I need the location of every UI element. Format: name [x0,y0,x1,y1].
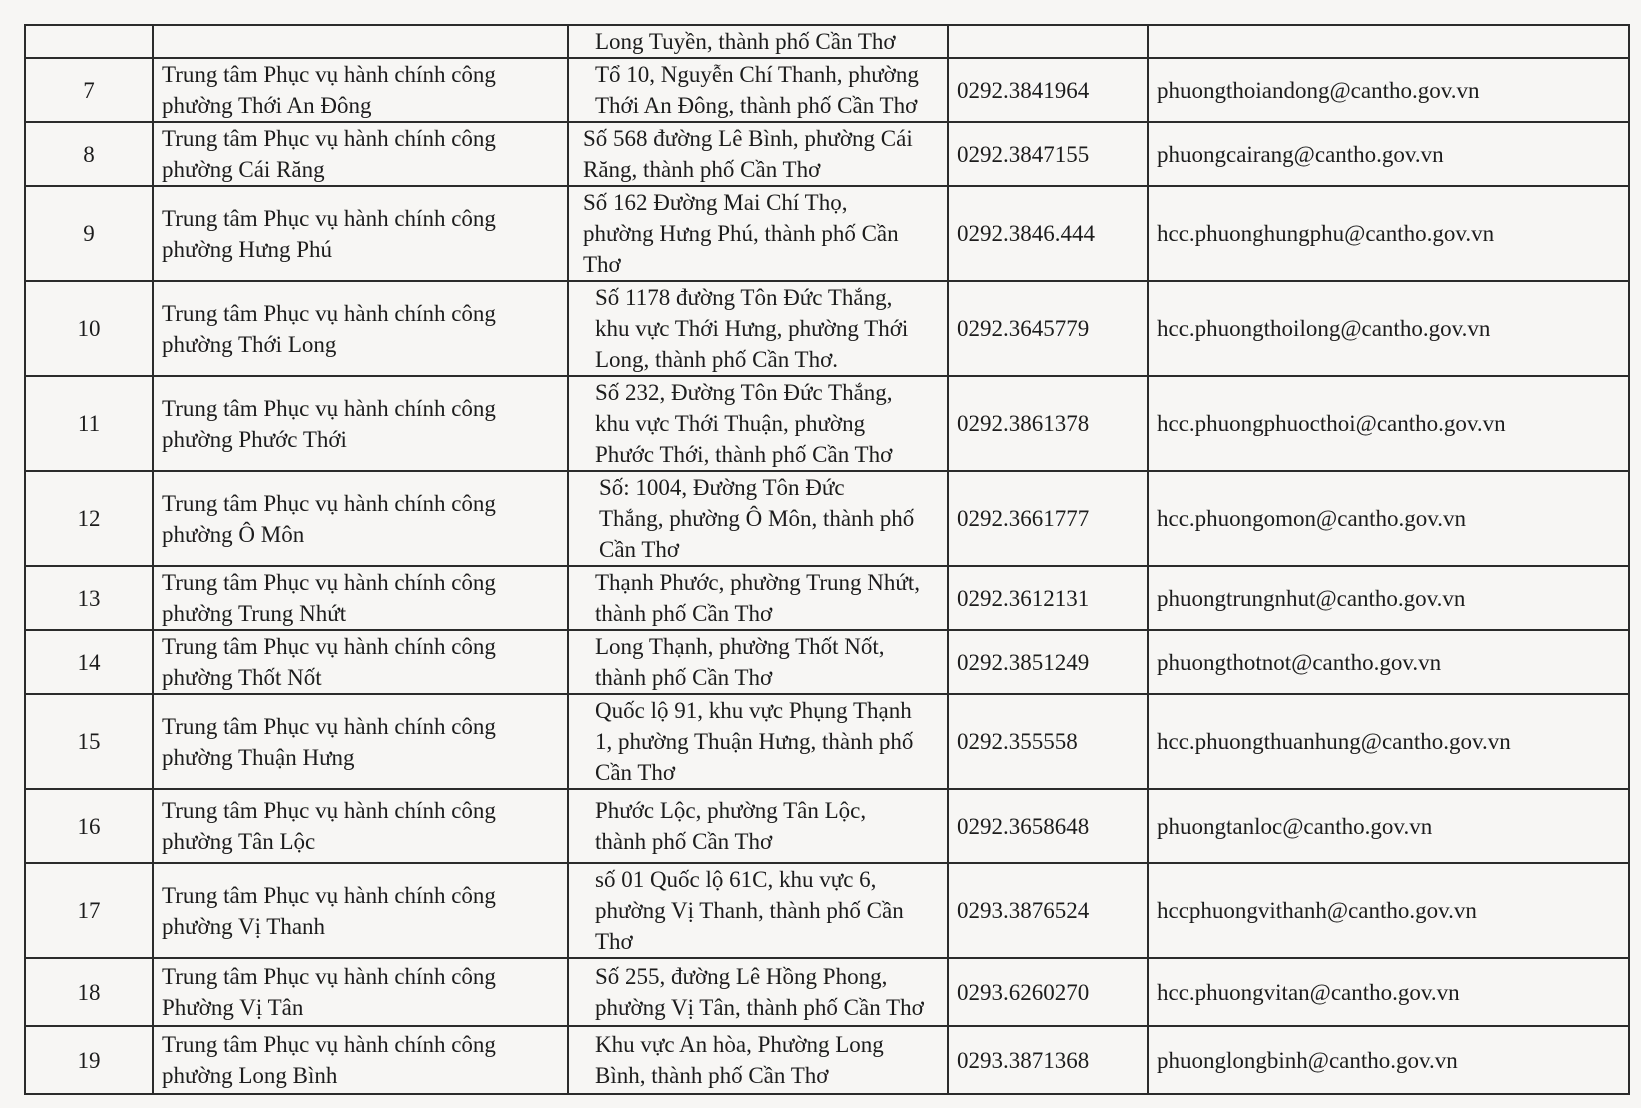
address-line: Số 1178 đường Tôn Đức Thắng, [595,285,893,310]
address-cell [568,566,948,630]
phone-cell [948,25,1148,58]
row-number-cell: 15 [25,694,153,789]
center-name-line: phường Long Bình [162,1063,338,1088]
email-cell: hcc.phuongthoilong@cantho.gov.vn [1148,281,1629,376]
row-number-cell: 9 [25,186,153,281]
center-name-line: phường Trung Nhứt [162,601,347,626]
center-name-cell [153,186,568,281]
table-row [25,958,1629,1026]
center-name-line: Trung tâm Phục vụ hành chính công [162,570,496,595]
center-name-line: phường Ô Môn [162,521,305,547]
row-number-cell: 13 [25,566,153,630]
center-name-cell [153,281,568,376]
email-cell: phuongtrungnhut@cantho.gov.vn [1148,566,1629,630]
address-line: Long Thạnh, phường Thốt Nốt, [595,634,885,659]
address-line: Long Tuyền, thành phố Cần Thơ [595,29,896,54]
row-number-cell: 14 [25,630,153,694]
address-line: Thơ [583,252,621,277]
table-row [25,186,1629,281]
center-name-cell [153,1026,568,1094]
table-row [25,376,1629,471]
email-cell [1148,25,1629,58]
address-line: Quốc lộ 91, khu vực Phụng Thạnh [595,698,912,723]
row-number-cell: 7 [25,58,153,122]
phone-cell: 0293.3871368 [948,1026,1148,1094]
center-name-line: Trung tâm Phục vụ hành chính công [162,882,496,908]
phone-cell: 0292.3851249 [948,630,1148,694]
row-number-cell [25,25,153,58]
address-line: Số 255, đường Lê Hồng Phong, [595,964,888,989]
center-name-cell [153,122,568,186]
center-name-line: Trung tâm Phục vụ hành chính công [162,300,496,326]
address-line: Long, thành phố Cần Thơ. [595,347,838,372]
phone-cell: 0292.3658648 [948,789,1148,863]
table-row [25,863,1629,958]
center-name-line: phường Thới Long [162,331,337,357]
address-line: Cần Thơ [599,537,680,562]
phone-cell: 0292.3661777 [948,471,1148,566]
row-number-cell: 12 [25,471,153,566]
email-cell: phuongtanloc@cantho.gov.vn [1148,789,1629,863]
address-line: Bình, thành phố Cần Thơ [595,1063,829,1088]
center-name-cell [153,376,568,471]
table-row [25,566,1629,630]
center-name-line: phường Vị Thanh [162,913,326,939]
address-cell [568,630,948,694]
email-cell: hcc.phuongthuanhung@cantho.gov.vn [1148,694,1629,789]
phone-cell: 0292.3846.444 [948,186,1148,281]
center-name-line: Trung tâm Phục vụ hành chính công [162,1032,496,1057]
center-name-line: Trung tâm Phục vụ hành chính công [162,713,496,739]
table-row [25,1026,1629,1094]
center-name-line: Trung tâm Phục vụ hành chính công [162,205,496,231]
address-line: phường Hưng Phú, thành phố Cần [583,221,899,246]
phone-cell: 0292.355558 [948,694,1148,789]
table-row [25,630,1629,694]
address-line: Số 232, Đường Tôn Đức Thắng, [595,380,893,405]
address-cell [568,281,948,376]
email-cell: hcc.phuongvitan@cantho.gov.vn [1148,958,1629,1026]
phone-cell: 0292.3861378 [948,376,1148,471]
table-row [25,789,1629,863]
email-cell: phuongthotnot@cantho.gov.vn [1148,630,1629,694]
email-cell: phuongthoiandong@cantho.gov.vn [1148,58,1629,122]
center-name-line: Trung tâm Phục vụ hành chính công [162,395,496,421]
center-name-line: phường Phước Thới [162,426,347,452]
center-name-line: Trung tâm Phục vụ hành chính công [162,634,496,659]
address-line: Thạnh Phước, phường Trung Nhứt, [595,570,920,595]
address-line: khu vực Thới Hưng, phường Thới [595,316,909,341]
table-row [25,122,1629,186]
address-line: Khu vực An hòa, Phường Long [595,1032,884,1057]
table-row [25,694,1629,789]
email-cell: hccphuongvithanh@cantho.gov.vn [1148,863,1629,958]
email-cell: hcc.phuongphuocthoi@cantho.gov.vn [1148,376,1629,471]
center-name-cell [153,694,568,789]
center-name-line: Trung tâm Phục vụ hành chính công [162,62,496,87]
center-name-line: Trung tâm Phục vụ hành chính công [162,126,496,151]
center-name-line: phường Tân Lộc [162,829,316,854]
phone-cell: 0293.6260270 [948,958,1148,1026]
address-line: Phước Lộc, phường Tân Lộc, [595,798,867,823]
address-line: thành phố Cần Thơ [595,665,773,690]
center-name-line: phường Thới An Đông [162,93,372,118]
address-line: Số: 1004, Đường Tôn Đức [599,475,845,500]
center-name-line: phường Hưng Phú [162,236,332,262]
center-name-line: Trung tâm Phục vụ hành chính công [162,490,496,516]
address-cell [568,25,948,58]
center-name-cell [153,58,568,122]
address-cell [568,186,948,281]
row-number-cell: 17 [25,863,153,958]
address-line: phường Vị Thanh, thành phố Cần [595,898,904,923]
center-name-cell [153,789,568,863]
address-cell [568,958,948,1026]
address-line: Răng, thành phố Cần Thơ [583,157,821,182]
center-name-line: Trung tâm Phục vụ hành chính công [162,798,496,823]
center-name-cell [153,471,568,566]
table-body [25,25,1629,1094]
address-line: thành phố Cần Thơ [595,601,773,626]
phone-cell: 0292.3612131 [948,566,1148,630]
address-line: Thắng, phường Ô Môn, thành phố [599,506,915,531]
address-line: phường Vị Tân, thành phố Cần Thơ [595,995,924,1020]
address-line: Phước Thới, thành phố Cần Thơ [595,442,893,467]
phone-cell: 0292.3847155 [948,122,1148,186]
center-name-line: phường Cái Răng [162,157,325,182]
address-line: Số 162 Đường Mai Chí Thọ, [583,190,848,215]
row-number-cell: 11 [25,376,153,471]
service-center-table [24,24,1630,1095]
table-row [25,281,1629,376]
address-line: thành phố Cần Thơ [595,829,773,854]
address-line: Tổ 10, Nguyễn Chí Thanh, phường [595,62,919,87]
email-cell: hcc.phuonghungphu@cantho.gov.vn [1148,186,1629,281]
phone-cell: 0292.3841964 [948,58,1148,122]
center-name-line: phường Thốt Nốt [162,665,322,690]
center-name-cell [153,566,568,630]
center-name-cell [153,630,568,694]
row-number-cell: 8 [25,122,153,186]
address-cell [568,122,948,186]
table-row [25,58,1629,122]
row-number-cell: 10 [25,281,153,376]
address-cell [568,1026,948,1094]
center-name-line: Trung tâm Phục vụ hành chính công [162,964,496,989]
address-line: khu vực Thới Thuận, phường [595,411,866,436]
address-cell [568,471,948,566]
address-line: Thơ [595,929,633,954]
row-number-cell: 16 [25,789,153,863]
row-number-cell: 18 [25,958,153,1026]
center-name-cell [153,25,568,58]
address-cell [568,58,948,122]
address-line: 1, phường Thuận Hưng, thành phố [595,729,914,754]
center-name-line: Phường Vị Tân [162,995,304,1020]
center-name-cell [153,863,568,958]
email-cell: phuongcairang@cantho.gov.vn [1148,122,1629,186]
address-cell [568,789,948,863]
address-line: Số 568 đường Lê Bình, phường Cái [583,126,913,151]
center-name-line: phường Thuận Hưng [162,744,355,770]
table-row [25,471,1629,566]
phone-cell: 0293.3876524 [948,863,1148,958]
address-cell [568,863,948,958]
address-cell [568,694,948,789]
email-cell: phuonglongbinh@cantho.gov.vn [1148,1026,1629,1094]
address-line: Thới An Đông, thành phố Cần Thơ [595,93,918,118]
address-line: số 01 Quốc lộ 61C, khu vực 6, [595,867,877,892]
table-row-continuation [25,25,1629,58]
row-number-cell: 19 [25,1026,153,1094]
center-name-cell [153,958,568,1026]
address-cell [568,376,948,471]
phone-cell: 0292.3645779 [948,281,1148,376]
email-cell: hcc.phuongomon@cantho.gov.vn [1148,471,1629,566]
address-line: Cần Thơ [595,760,676,785]
